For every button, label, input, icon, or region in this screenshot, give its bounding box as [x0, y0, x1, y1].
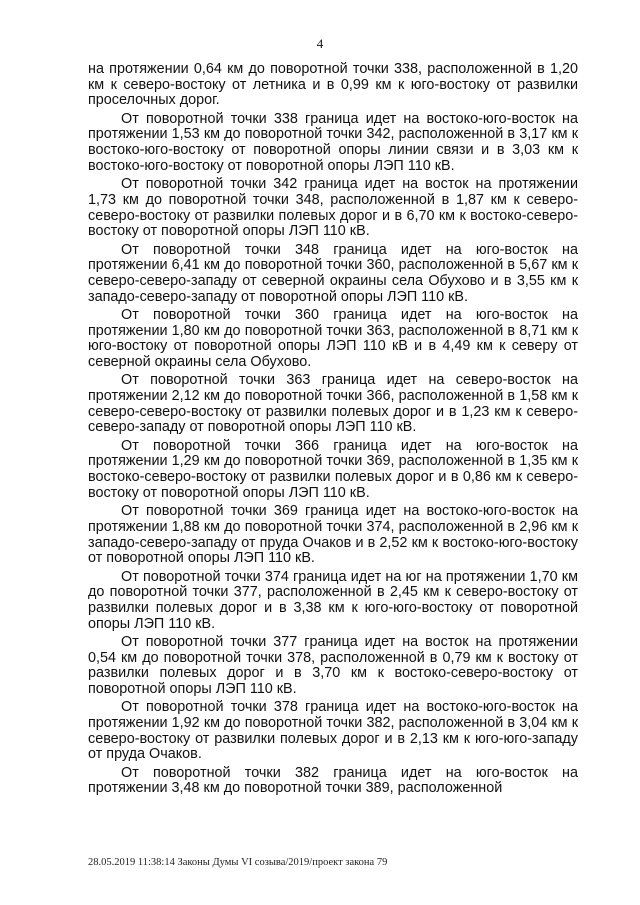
paragraph: От поворотной точки 338 граница идет на востоко-юго-восток на протяжении 1,53 км до поворотной точки 342, расположенной в 3,17 км к востоко-юго-востоку от поворотной опоры линии связи и в 3,03 км к востоко-юго-востоку от поворотной опоры ЛЭП 110 кВ. — [88, 110, 578, 174]
paragraph: на протяжении 0,64 км до поворотной точки 338, расположенной в 1,20 км к северо-востоку от летника и в 0,99 км к юго-востоку от развилки проселочных дорог. — [88, 61, 578, 109]
document-body — [88, 62, 578, 800]
paragraph: От поворотной точки 374 граница идет на юг на протяжении 1,70 км до поворотной точки 377, расположенной в 2,45 км к северо-востоку от развилки полевых дорог и в 3,38 км к юго-юго-востоку от поворотной опоры ЛЭП 110 кВ. — [88, 568, 578, 632]
paragraph: От поворотной точки 378 граница идет на востоко-юго-восток на протяжении 1,92 км до поворотной точки 382, расположенной в 3,04 км к северо-востоку от развилки полевых дорог и в 2,13 км к юго-юго-западу от пруда Очаков. — [88, 699, 578, 763]
paragraph: От поворотной точки 366 граница идет на юго-восток на протяжении 1,29 км до поворотной точки 369, расположенной в 1,35 км к востоко-северо-востоку от развилки полевых дорог и в 0,86 км к северо-востоку от поворотной опоры ЛЭП 110 кВ. — [88, 437, 578, 501]
paragraph: От поворотной точки 363 граница идет на северо-восток на протяжении 2,12 км до поворотной точки 366, расположенной в 1,58 км к северо-северо-востоку от развилки полевых дорог и в 1,23 км к северо-северо-западу от поворотной опоры ЛЭП 110 кВ. — [88, 372, 578, 436]
paragraph: От поворотной точки 348 граница идет на юго-восток на протяжении 6,41 км до поворотной точки 360, расположенной в 5,67 км к северо-северо-западу от северной окраины села Обухово и в 3,55 км к западо-северо-западу от поворотной опоры ЛЭП 110 кВ. — [88, 241, 578, 305]
paragraph: От поворотной точки 342 граница идет на восток на протяжении 1,73 км до поворотной точки 348, расположенной в 1,87 км к северо-северо-востоку от развилки полевых дорог и в 6,70 км к востоко-северо-востоку от поворотной опоры ЛЭП 110 кВ. — [88, 176, 578, 240]
page-number: 4 — [316, 36, 324, 51]
paragraph: От поворотной точки 377 граница идет на восток на протяжении 0,54 км до поворотной точки 378, расположенной в 0,79 км к востоку от развилки полевых дорог и в 3,70 км к востоко-северо-востоку от поворотной опоры ЛЭП 110 кВ. — [88, 633, 578, 698]
paragraph: От поворотной точки 382 граница идет на юго-восток на протяжении 3,48 км до поворотной точки 389, расположенной — [88, 764, 578, 797]
page-footer: 28.05.2019 11:38:14 Законы Думы VI созыва/2019/проект закона 79 — [88, 857, 388, 868]
paragraph: От поворотной точки 369 граница идет на востоко-юго-восток на протяжении 1,88 км до поворотной точки 374, расположенной в 2,96 км к западо-северо-западу от пруда Очаков и в 2,52 км к востоко-юго-востоку от поворотной опоры ЛЭП 110 кВ. — [88, 503, 578, 567]
paragraph: От поворотной точки 360 граница идет на юго-восток на протяжении 1,80 км до поворотной точки 363, расположенной в 8,71 км к юго-востоку от поворотной опоры ЛЭП 110 кВ и в 4,49 км к северу от северной окраины села Обухово. — [88, 306, 578, 371]
